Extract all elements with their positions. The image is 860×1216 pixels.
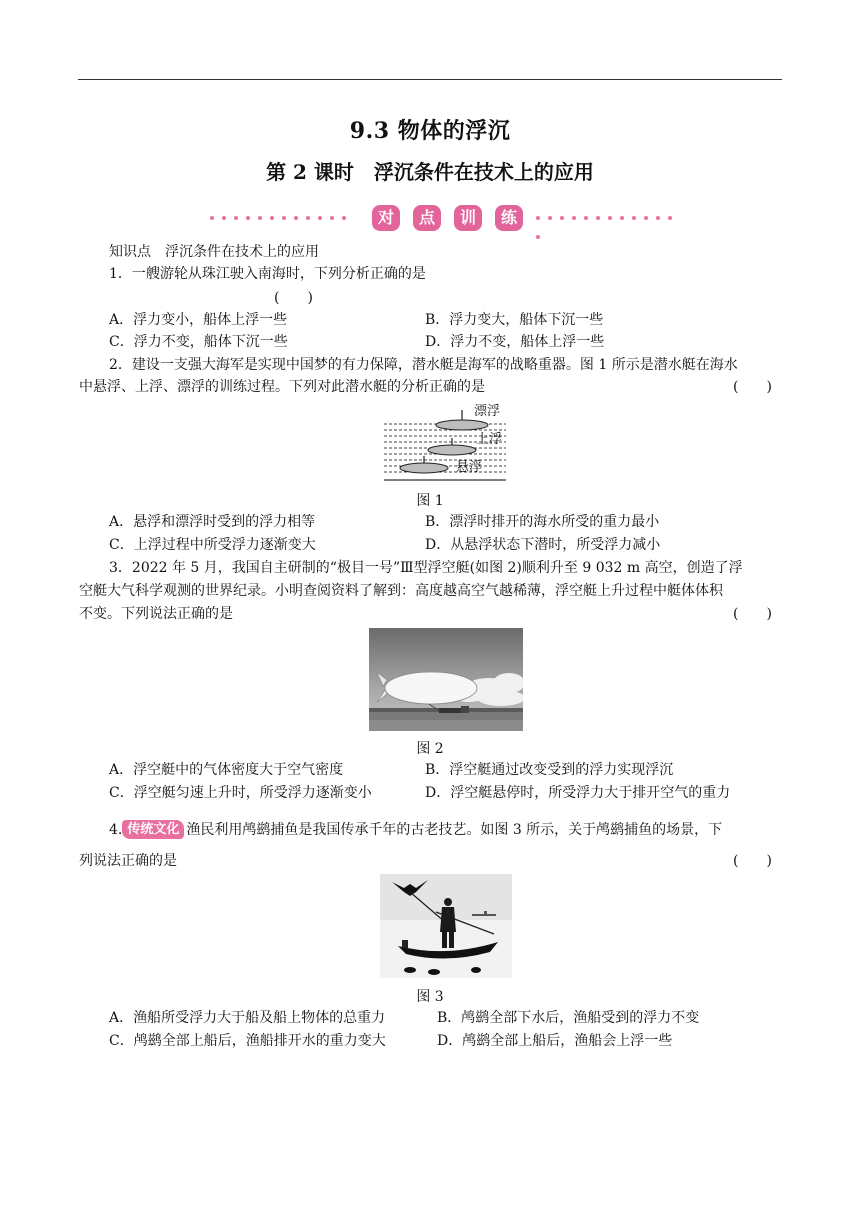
q3-stem-line-2: 空艇大气科学观测的世界纪录。小明查阅资料了解到：高度越高空气越稀薄，浮空艇上升过程中艇体体积 — [79, 583, 723, 599]
q1-option-d: D．浮力不变，船体上浮一些 — [425, 334, 605, 350]
q4-option-d: D．鸬鹚全部上船后，渔船会上浮一些 — [437, 1033, 673, 1049]
top-rule — [78, 79, 782, 80]
q3-option-d: D．浮空艇悬停时，所受浮力大于排开空气的重力 — [425, 785, 731, 801]
label-rise: 上浮 — [476, 432, 503, 447]
q3-option-a: A．浮空艇中的气体密度大于空气密度 — [109, 762, 344, 778]
q2-option-c: C．上浮过程中所受浮力逐渐变大 — [109, 537, 316, 553]
airship-photo — [369, 628, 523, 731]
q1-option-a: A．浮力变小，船体上浮一些 — [109, 312, 288, 328]
q4-answer-blank: ( ) — [733, 853, 772, 869]
section-title: 9.3 物体的浮沉 — [349, 118, 511, 144]
traditional-culture-tag: 传统文化 — [122, 820, 184, 839]
q2-stem-line-1: 2．建设一支强大海军是实现中国梦的有力保障，潜水艇是海军的战略重器。图 1 所示是潜水艇在海水 — [109, 357, 738, 373]
q4-stem-text: 渔民利用鸬鹚捕鱼是我国传承千年的古老技艺。如图 3 所示，关于鸬鹚捕鱼的场景，下 — [186, 822, 723, 838]
practice-banner — [210, 205, 690, 231]
banner-dots-right — [536, 216, 690, 220]
figure-2-caption: 图 2 — [416, 741, 444, 757]
banner-char: 练 — [495, 205, 523, 231]
knowledge-point: 知识点 浮沉条件在技术上的应用 — [109, 244, 319, 260]
q2-answer-blank: ( ) — [733, 379, 772, 395]
q1-option-b: B．浮力变大，船体下沉一些 — [425, 312, 604, 328]
banner-dots-left — [210, 216, 354, 220]
q4-option-c: C．鸬鹚全部上船后，渔船排开水的重力变大 — [109, 1033, 386, 1049]
q4-stem-line-2: 列说法正确的是 — [79, 853, 177, 869]
banner-char: 训 — [454, 205, 482, 231]
q3-option-c: C．浮空艇匀速上升时，所受浮力逐渐变小 — [109, 785, 372, 801]
q3-answer-blank: ( ) — [733, 606, 772, 622]
figure-3-caption: 图 3 — [416, 989, 444, 1005]
q1-option-c: C．浮力不变，船体下沉一些 — [109, 334, 288, 350]
q4-option-a: A．渔船所受浮力大于船及船上物体的总重力 — [109, 1010, 386, 1026]
q4-number: 4. — [109, 822, 123, 838]
lesson-title: 第 2 课时 浮沉条件在技术上的应用 — [266, 160, 594, 184]
q3-stem-line-1: 3．2022 年 5 月，我国自主研制的“极目一号”Ⅲ型浮空艇(如图 2)顺利升至 9 032 m 高空，创造了浮 — [109, 560, 743, 576]
q2-option-b: B．漂浮时排开的海水所受的重力最小 — [425, 514, 660, 530]
label-suspend: 悬浮 — [456, 460, 483, 475]
q2-option-d: D．从悬浮状态下潜时，所受浮力减小 — [425, 537, 661, 553]
q3-option-b: B．浮空艇通过改变受到的浮力实现浮沉 — [425, 762, 674, 778]
banner-badges — [372, 205, 524, 231]
q2-option-a: A．悬浮和漂浮时受到的浮力相等 — [109, 514, 316, 530]
cormorant-fishing-photo — [380, 874, 512, 978]
q2-stem-line-2: 中悬浮、上浮、漂浮的训练过程。下列对此潜水艇的分析正确的是 — [79, 379, 485, 395]
q1-stem: 1．一艘游轮从珠江驶入南海时，下列分析正确的是 — [109, 266, 426, 282]
submarine-figure — [380, 400, 510, 482]
label-float: 漂浮 — [474, 404, 501, 419]
q4-stem-line-1 — [109, 820, 722, 840]
figure-1-caption: 图 1 — [416, 493, 444, 509]
banner-char: 对 — [372, 205, 400, 231]
banner-char: 点 — [413, 205, 441, 231]
q4-option-b: B．鸬鹚全部下水后，渔船受到的浮力不变 — [437, 1010, 700, 1026]
q3-stem-line-3: 不变。下列说法正确的是 — [79, 606, 233, 622]
q1-answer-blank: ( ) — [274, 290, 313, 306]
